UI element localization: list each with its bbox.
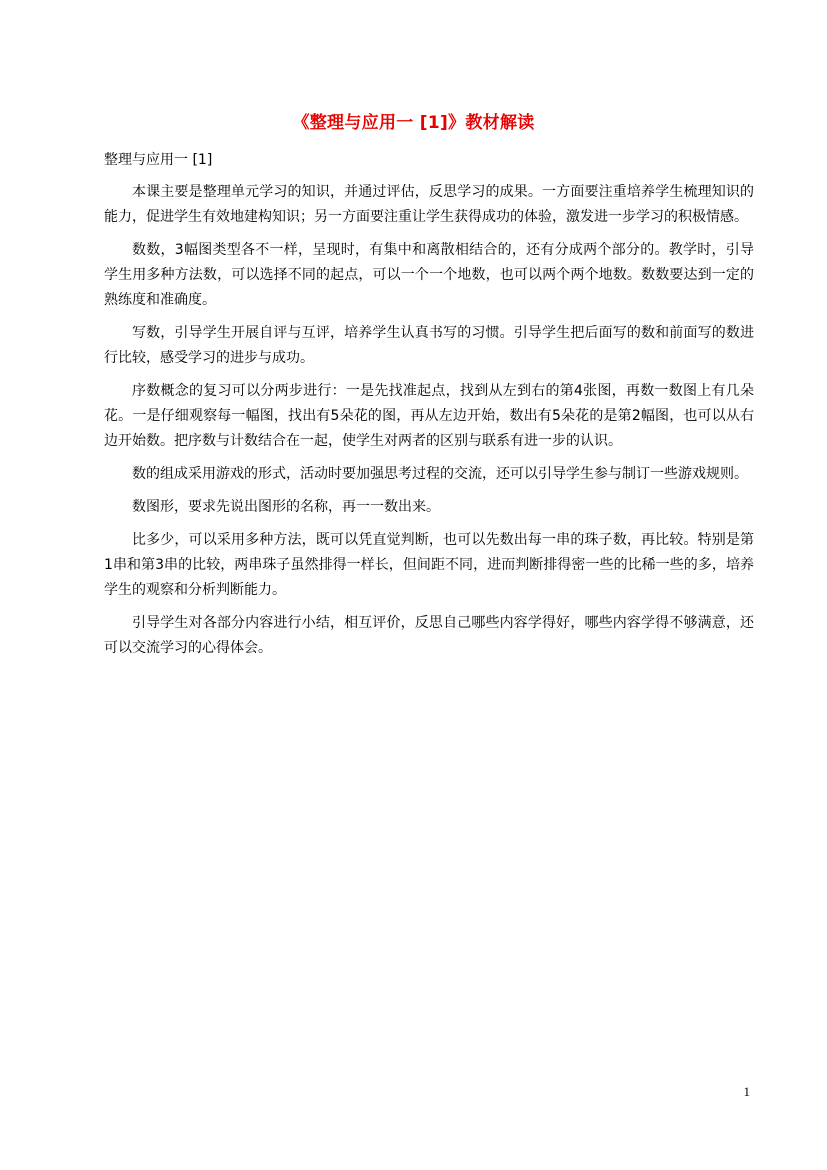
paragraph-5: 数的组成采用游戏的形式，活动时要加强思考过程的交流，还可以引导学生参与制订一些游戏规则。	[132, 466, 748, 482]
paragraph-8: 引导学生对各部分内容进行小结，相互评价，反思自己哪些内容学得好，哪些内容学得不够满意，还可以交流学习的心得体会。	[104, 615, 754, 656]
document-subtitle: 整理与应用一 [1]	[104, 152, 213, 168]
page-number: 1	[743, 1084, 750, 1099]
paragraph-1: 本课主要是整理单元学习的知识，并通过评估，反思学习的成果。一方面要注重培养学生梳理知识的能力，促进学生有效地建构知识；另一方面要注重让学生获得成功的体验，激发进一步学习的积极情感。	[104, 184, 754, 225]
paragraph-4: 序数概念的复习可以分两步进行：一是先找准起点，找到从左到右的第4张图，再数一数图上有几朵花。一是仔细观察每一幅图，找出有5朵花的图，再从左边开始，数出有5朵花的是第2幅图，也可以从右边开始数。把序数与计数结合在一起，使学生对两者的区别与联系有进一步的认识。	[104, 383, 754, 449]
paragraph-7: 比多少，可以采用多种方法，既可以凭直觉判断，也可以先数出每一串的珠子数，再比较。特别是第1串和第3串的比较，两串珠子虽然排得一样长，但间距不同，进而判断排得密一些的比稀一些的多，培养学生的观察和分析判断能力。	[104, 532, 754, 598]
paragraph-2: 数数，3幅图类型各不一样，呈现时，有集中和离散相结合的，还有分成两个部分的。教学时，引导学生用多种方法数，可以选择不同的起点，可以一个一个地数，也可以两个两个地数。数数要达到一定的熟练度和准确度。	[104, 242, 754, 308]
document-title: 《整理与应用一 [1]》教材解读	[292, 113, 535, 133]
paragraph-6: 数图形，要求先说出图形的名称，再一一数出来。	[132, 499, 440, 515]
document-body	[104, 148, 754, 669]
paragraph-3: 写数，引导学生开展自评与互评，培养学生认真书写的习惯。引导学生把后面写的数和前面写的数进行比较，感受学习的进步与成功。	[104, 325, 754, 366]
